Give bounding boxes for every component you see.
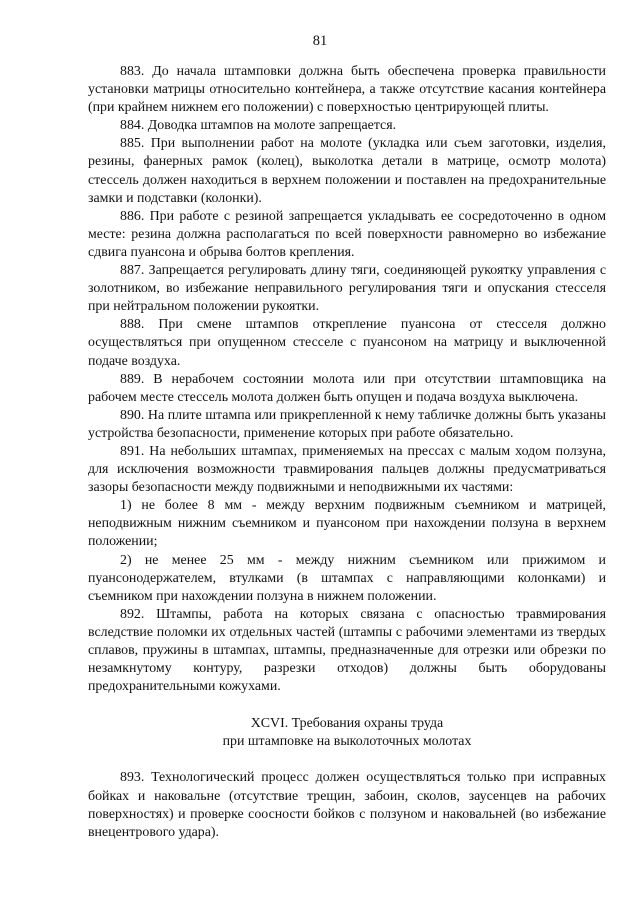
paragraph-885: 885. При выполнении работ на молоте (укладка или съем заготовки, изделия, резины, фанерных рамок (колец), выколотка детали в матрице, осмотр молота) стессель должен находиться в верхнем положении и поставлен на предохранительные замки и подставки (колонки). xyxy=(88,136,606,206)
list-item-1: 1) не более 8 мм - между верхним подвижным съемником и матрицей, неподвижным нижним съемником и пуансоном при нахождении ползуна в верхнем положении; xyxy=(88,498,606,550)
section-title-line-1: XCVI. Требования охраны труда xyxy=(250,716,444,732)
section-heading xyxy=(88,715,606,751)
paragraph-886: 886. При работе с резиной запрещается укладывать ее сосредоточенно в одном месте: резина должна располагаться по всей поверхности равномерно во избежание сдвига пуансона и обрыва болтов крепления. xyxy=(88,208,606,260)
paragraph-893: 893. Технологический процесс должен осуществляться только при исправных бойках и наковальне (отсутствие трещин, забоин, сколов, заусенцев на рабочих поверхностях) и проверке соосности бойков с ползуном и наковальней (во избежание внецентрового удара). xyxy=(88,770,606,840)
document-body xyxy=(88,63,606,842)
section-title-line-2: при штамповке на выколоточных молотах xyxy=(222,734,472,750)
paragraph-889: 889. В нерабочем состоянии молота или при отсутствии штамповщика на рабочем месте стессель молота должен быть опущен и подача воздуха выключена. xyxy=(88,371,606,405)
paragraph-890: 890. На плите штампа или прикрепленной к нему табличке должны быть указаны устройства безопасности, применение которых при работе обязательно. xyxy=(88,407,606,441)
paragraph-892: 892. Штампы, работа на которых связана с опасностью травмирования вследствие поломки их отдельных частей (штампы с рабочими элементами из твердых сплавов, пружины в штампах, штампы, предназначенные для отрезки или обрезки по незамкнутому контуру, разрезки отходов) должны быть оборудованы предохранительными кожухами. xyxy=(88,606,606,695)
list-item-2: 2) не менее 25 мм - между нижним съемником или прижимом и пуансонодержателем, втулками (в штампах с направляющими колонками) и съемником при нахождении ползуна в нижнем положении. xyxy=(88,552,606,604)
page-number: 81 xyxy=(312,33,328,49)
paragraph-884: 884. Доводка штампов на молоте запрещается. xyxy=(120,118,397,134)
paragraph-888: 888. При смене штампов открепление пуансона от стесселя должно осуществляться при опущенном стесселе с пуансоном на матрицу и выключенной подаче воздуха. xyxy=(88,317,606,369)
paragraph-887: 887. Запрещается регулировать длину тяги, соединяющей рукоятку управления с золотником, во избежание неправильного регулирования тяги и опускания стесселя при нейтральном положении рукоятки. xyxy=(88,263,606,315)
paragraph-883: 883. До начала штамповки должна быть обеспечена проверка правильности установки матрицы относительно контейнера, а также отсутствие касания контейнера (при крайнем нижнем его положении) с поверхностью центрирующей плиты. xyxy=(88,64,606,116)
paragraph-891: 891. На небольших штампах, применяемых на прессах с малым ходом ползуна, для исключения возможности травмирования пальцев должны предусматриваться зазоры безопасности между подвижными и неподвижными их частями: xyxy=(88,443,606,496)
